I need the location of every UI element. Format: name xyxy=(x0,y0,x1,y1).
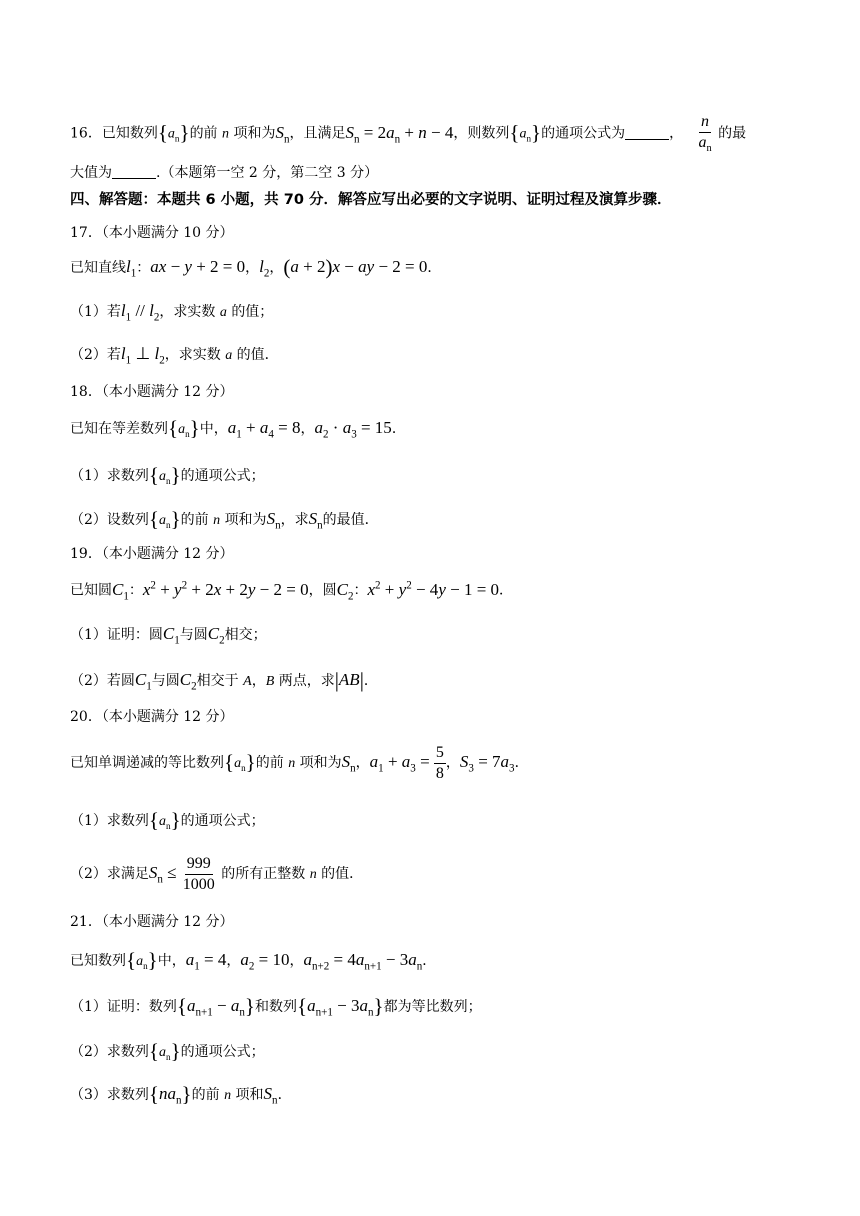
q21-header: 21．（本小题满分 12 分） xyxy=(70,914,234,930)
q21-part2: （2）求数列$\{a_n\}$的通项公式； xyxy=(70,1039,265,1063)
q17-text: ： xyxy=(136,260,151,276)
answer-blank-2[interactable] xyxy=(112,164,156,179)
q18-stem: 已知在等差数列$\{a_n\}$中，$a_1 + a_4 = 8$，$a_2 \cdot a_3 = 15$． xyxy=(70,416,406,441)
q19-text: ，圆 xyxy=(308,582,337,599)
q20-text: （2）求满足 xyxy=(70,866,149,883)
q18-text: 的最值． xyxy=(322,512,379,528)
q21-text: （3）求数列 xyxy=(70,1087,149,1103)
var-n: n xyxy=(309,867,317,883)
fraction-5-8: $\frac{5}{8}$ xyxy=(435,744,444,782)
var-a: a xyxy=(225,348,233,363)
q21-text: 中， xyxy=(157,953,186,969)
q18-text: 中， xyxy=(199,421,228,437)
q20-stem: 已知单调递减的等比数列$\{a_n\}$的前 n 项和为$S_n$，$a_1 + a_3$ = $\frac{5}{8}$ ，$S_3 = 7a_3$． xyxy=(70,744,529,782)
q18-text: 已知在等差数列 xyxy=(70,421,168,437)
q18-header: 18．（本小题满分 12 分） xyxy=(70,384,234,400)
q19-text: 相交； xyxy=(224,627,267,643)
q19-part1: （1）证明：圆$C_1$与圆$C_2$相交； xyxy=(70,624,267,647)
q17-text: 已知直线 xyxy=(70,260,126,276)
q17-text: 的值； xyxy=(231,304,274,320)
q16-text: 的通项公式为 xyxy=(541,125,626,142)
q16-text: 16．已知数列 xyxy=(70,125,158,142)
var-n: n xyxy=(224,1088,232,1103)
q17-text: （2）若 xyxy=(70,347,121,363)
var-a: a xyxy=(219,305,227,320)
q19-text: ： xyxy=(128,582,143,599)
q16-text: ，且满足 xyxy=(289,125,346,142)
q20-text: 的值． xyxy=(321,866,364,883)
q16-text: ，则数列 xyxy=(453,125,510,142)
q19-text: 两点，求 xyxy=(278,673,335,689)
q19-stem: 已知圆$C_1$：$x^2 + y^2 + 2x + 2y - 2 = 0$，圆$C_2$：$x^2 + y^2 - 4y - 1 = 0$． xyxy=(70,579,514,603)
q19-text: 与圆 xyxy=(151,673,180,689)
var-n: n xyxy=(213,513,221,528)
q20-text: 的前 xyxy=(255,755,284,772)
q16-text: 大值为 xyxy=(70,165,112,181)
q17-text: ，求实数 xyxy=(159,304,216,320)
q21-text: 的前 xyxy=(191,1087,220,1103)
q17-part1: （1）若$l_1 // l_2$，求实数 a 的值； xyxy=(70,301,274,324)
fraction-n-over-an: $\frac{n}{a_n}$ xyxy=(698,113,712,154)
q21-part1: （1）证明：数列$\{a_{n+1} - a_n\}$和数列$\{a_{n+1} - 3a_n\}$都为等比数列； xyxy=(70,994,482,1019)
q17-text: （1）若 xyxy=(70,304,121,320)
q20-text: （1）求数列 xyxy=(70,813,149,829)
var-n: n xyxy=(222,126,230,142)
q19-text: 相交于 xyxy=(196,673,239,689)
var-A: A xyxy=(243,674,252,689)
var-n: n xyxy=(288,756,296,772)
q20-text: 已知单调递减的等比数列 xyxy=(70,755,224,772)
q18-text: （2）设数列 xyxy=(70,512,149,528)
q16-text: ， xyxy=(669,125,684,142)
q20-part2: （2）求满足$S_n$ ≤ $\frac{999}{1000}$ 的所有正整数 n 的值． xyxy=(70,855,364,893)
q17-text: ，求实数 xyxy=(164,347,221,363)
q21-part3: （3）求数列$\{na_n\}$的前 n 项和$S_n$． xyxy=(70,1082,292,1107)
q18-text: （1）求数列 xyxy=(70,468,149,484)
q18-text: 的前 xyxy=(180,512,209,528)
q18-text: 的通项公式； xyxy=(180,468,265,484)
q21-text: （1）证明：数列 xyxy=(70,999,177,1015)
q21-text: 的通项公式； xyxy=(180,1044,265,1060)
q18-text: 项和为 xyxy=(224,512,267,528)
q18-part2: （2）设数列$\{a_n\}$的前 n 项和为$S_n$，求$S_n$的最值． xyxy=(70,507,379,532)
q20-part1: （1）求数列$\{a_n\}$的通项公式； xyxy=(70,808,265,832)
var-B: B xyxy=(265,674,275,689)
q20-text: 的通项公式； xyxy=(180,813,265,829)
q17-part2: （2）若$l_1$ ⊥ $l_2$，求实数 a 的值． xyxy=(70,344,279,367)
q19-text: ： xyxy=(353,582,368,599)
q21-text: 已知数列 xyxy=(70,953,126,969)
q16-line1: 16．已知数列$\{a_n\}$的前 n 项和为$S_n$，且满足$S_n = 2a_n + n - 4$，则数列$\{a_n\}$的通项公式为 ， $\frac{n}{a_n}$ 的最 xyxy=(70,113,747,154)
q21-text: 项和 xyxy=(235,1087,264,1103)
q21-text: 都为等比数列； xyxy=(383,999,482,1015)
q17-text: 的值． xyxy=(236,347,279,363)
fraction-999-1000: $\frac{999}{1000}$ xyxy=(182,855,215,893)
q16-text: 的前 xyxy=(189,125,218,142)
q19-text: 与圆 xyxy=(179,627,208,643)
q16-text: .（本题第一空 2 分，第二空 3 分） xyxy=(156,165,379,181)
q19-header: 19．（本小题满分 12 分） xyxy=(70,546,234,562)
q18-part1: （1）求数列$\{a_n\}$的通项公式； xyxy=(70,463,265,487)
section-heading: 四、解答题：本题共 6 小题，共 70 分．解答应写出必要的文字说明、证明过程及演算步骤． xyxy=(70,192,672,208)
q19-text: （1）证明：圆 xyxy=(70,627,163,643)
q19-text: 已知圆 xyxy=(70,582,112,599)
q21-stem: 已知数列$\{a_n\}$中，$a_1 = 4$，$a_2 = 10$，$a_{n+2} = 4a_{n+1} - 3a_n$． xyxy=(70,948,437,973)
q16-text: 的最 xyxy=(718,125,747,142)
q17-header: 17．（本小题满分 10 分） xyxy=(70,225,234,241)
q21-text: 和数列 xyxy=(255,999,298,1015)
q20-header: 20．（本小题满分 12 分） xyxy=(70,709,234,725)
q19-part2: （2）若圆$C_1$与圆$C_2$相交于 A，B 两点，求|AB|． xyxy=(70,668,378,693)
q21-text: （2）求数列 xyxy=(70,1044,149,1060)
q16-line2 xyxy=(70,164,378,182)
q16-text: 项和为 xyxy=(233,125,276,142)
q18-text: ，求 xyxy=(280,512,309,528)
q17-stem: 已知直线$l_1$：ax − y + 2 = 0，$l_2$，(a + 2)x − ay − 2 = 0． xyxy=(70,255,442,280)
q19-text: （2）若圆 xyxy=(70,673,135,689)
answer-blank-1[interactable] xyxy=(625,125,669,140)
q20-text: 的所有正整数 xyxy=(221,866,306,883)
q20-text: 项和为 xyxy=(299,755,342,772)
